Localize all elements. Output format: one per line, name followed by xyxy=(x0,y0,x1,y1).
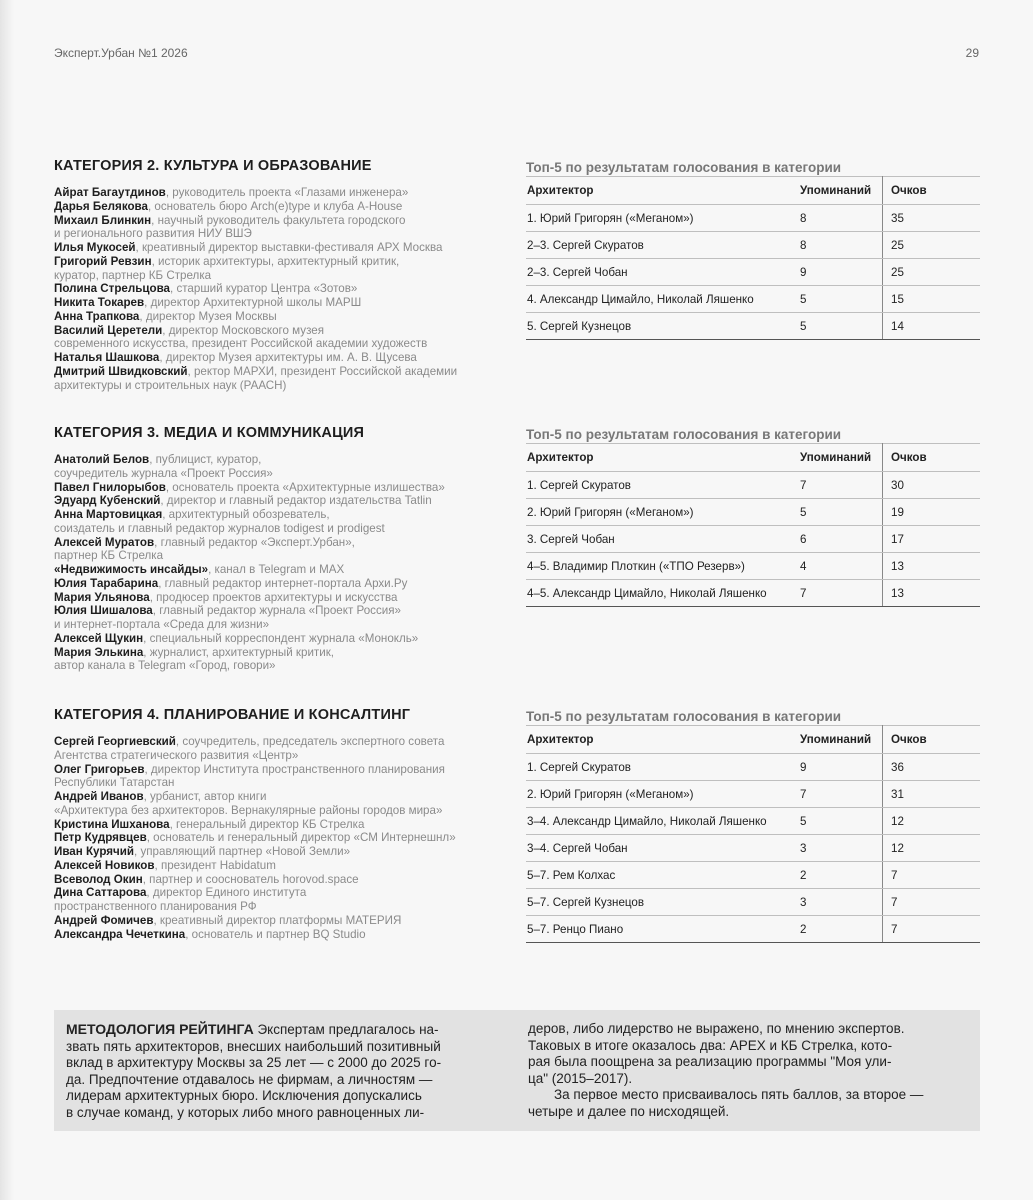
mentions-cell: 4 xyxy=(799,553,883,580)
expert-name: Илья Мукосей xyxy=(54,241,136,254)
mentions-cell: 5 xyxy=(799,313,883,340)
column-header: Архитектор xyxy=(526,444,799,472)
expert-item xyxy=(54,310,509,324)
table-row xyxy=(526,526,980,553)
architect-cell: 2–3. Сергей Скуратов xyxy=(526,232,799,259)
table-row xyxy=(526,232,980,259)
expert-name: Павел Гнилорыбов xyxy=(54,480,166,494)
expert-role: , партнер и сооснователь horovod.space xyxy=(142,872,359,886)
architect-cell: 3. Сергей Чобан xyxy=(526,526,799,553)
table-row xyxy=(526,205,980,232)
table-row xyxy=(526,916,980,943)
expert-role: , канал в Telegram и MAX xyxy=(208,563,345,576)
expert-name: Андрей Фомичев xyxy=(54,913,154,927)
column-header: Архитектор xyxy=(526,177,799,205)
expert-name: Айрат Багаутдинов xyxy=(54,186,166,199)
issue-label: Эксперт.Урбан №1 2026 xyxy=(54,46,188,60)
points-cell: 36 xyxy=(883,754,981,781)
methodology-right-column xyxy=(528,1021,970,1120)
ranking-column xyxy=(526,425,980,607)
column-header: Упоминаний xyxy=(799,177,883,205)
expert-name: «Недвижимость инсайды» xyxy=(54,563,209,576)
expert-item xyxy=(54,914,509,928)
points-cell: 12 xyxy=(883,835,981,862)
expert-role: , директор Музея архитектуры им. А. В. Щусева xyxy=(159,351,417,364)
expert-role: , руководитель проекта «Глазами инженера» xyxy=(165,186,409,199)
expert-item xyxy=(54,200,509,214)
expert-name: Всеволод Окин xyxy=(54,872,143,886)
column-header: Архитектор xyxy=(526,726,799,754)
table-row xyxy=(526,754,980,781)
methodology-right-text-2: За первое место присваивалось пять баллов, за второе — четыре и далее по нисходящей. xyxy=(528,1087,924,1119)
expert-name: Василий Церетели xyxy=(54,323,163,337)
expert-name: Юлия Тарабарина xyxy=(54,576,159,590)
architect-cell: 1. Сергей Скуратов xyxy=(526,754,799,781)
expert-item xyxy=(54,577,509,591)
expert-role: , креативный директор платформы МАТЕРИЯ xyxy=(153,913,402,927)
expert-name: Алексей Новиков xyxy=(54,858,155,872)
expert-name: Анна Трапкова xyxy=(54,309,140,323)
experts-column xyxy=(54,158,509,392)
expert-name: Мария Ульянова xyxy=(54,590,150,604)
expert-role: , основатель и партнер BQ Studio xyxy=(185,927,366,941)
mentions-cell: 3 xyxy=(799,835,883,862)
mentions-cell: 5 xyxy=(799,286,883,313)
methodology-left-column xyxy=(66,1021,508,1121)
mentions-cell: 5 xyxy=(799,808,883,835)
page-number: 29 xyxy=(965,46,979,60)
expert-name: Анна Мартовицкая xyxy=(54,508,163,521)
expert-role: , журналист, архитектурный критик, автор канала в Telegram «Город, говори» xyxy=(54,645,335,673)
expert-name: Алексей Муратов xyxy=(54,535,155,549)
methodology-left-text: Экспертам предлагалось на- звать пять архитекторов, внесших наибольший позитивный вклад в архитектуру Москвы за 25 лет — с 2000 до 2025 го- да. Предпочтение отдавалось не фирмам, а личностям — лидерам архитектурных бюро. Исключения допускались в случае команд, у которых либо много равноценных ли- xyxy=(66,1022,442,1120)
points-cell: 25 xyxy=(883,232,981,259)
mentions-cell: 6 xyxy=(799,526,883,553)
expert-item xyxy=(54,536,509,564)
expert-item xyxy=(54,818,509,832)
points-cell: 17 xyxy=(883,526,981,553)
points-cell: 19 xyxy=(883,499,981,526)
column-header: Упоминаний xyxy=(799,726,883,754)
column-header: Упоминаний xyxy=(799,444,883,472)
ranking-table xyxy=(526,176,980,340)
expert-item xyxy=(54,604,509,632)
table-row xyxy=(526,580,980,607)
architect-cell: 5–7. Сергей Кузнецов xyxy=(526,889,799,916)
table-row xyxy=(526,259,980,286)
expert-role: , генеральный директор КБ Стрелка xyxy=(169,817,365,831)
expert-role: , директор Института пространственного планирования Республики Татарстан xyxy=(54,762,445,790)
expert-name: Григорий Ревзин xyxy=(54,254,152,268)
points-cell: 30 xyxy=(883,472,981,499)
expert-list xyxy=(54,735,509,941)
category-title: КАТЕГОРИЯ 3. МЕДИА И КОММУНИКАЦИЯ xyxy=(54,425,365,441)
ranking-table xyxy=(526,443,980,607)
architect-cell: 5. Сергей Кузнецов xyxy=(526,313,799,340)
expert-role: , директор Музея Москвы xyxy=(139,309,277,323)
points-cell: 7 xyxy=(883,862,981,889)
mentions-cell: 2 xyxy=(799,862,883,889)
expert-role: , историк архитектуры, архитектурный критик, куратор, партнер КБ Стрелка xyxy=(54,254,400,282)
ranking-column xyxy=(526,707,980,943)
expert-item xyxy=(54,351,509,365)
expert-role: , ректор МАРХИ, президент Российской академии архитектуры и строительных наук (РААСН) xyxy=(54,364,458,392)
expert-item xyxy=(54,186,509,200)
running-head xyxy=(54,46,979,60)
expert-item xyxy=(54,324,509,352)
expert-item xyxy=(54,282,509,296)
table-row xyxy=(526,781,980,808)
expert-name: Юлия Шишалова xyxy=(54,604,153,618)
mentions-cell: 5 xyxy=(799,499,883,526)
expert-name: Анатолий Белов xyxy=(54,453,150,466)
points-cell: 13 xyxy=(883,580,981,607)
table-row xyxy=(526,553,980,580)
expert-item xyxy=(54,735,509,763)
points-cell: 15 xyxy=(883,286,981,313)
expert-name: Дмитрий Швидковский xyxy=(54,364,188,378)
expert-role: , главный редактор интернет-портала Архи.Ру xyxy=(158,576,408,590)
mentions-cell: 7 xyxy=(799,580,883,607)
methodology-box xyxy=(54,1010,980,1131)
points-cell: 14 xyxy=(883,313,981,340)
expert-role: , старший куратор Центра «Зотов» xyxy=(170,282,358,296)
table-row xyxy=(526,835,980,862)
expert-name: Михаил Блинкин xyxy=(54,213,152,227)
expert-role: , главный редактор журнала «Проект Россия» и интернет-портала «Среда для жизни» xyxy=(54,604,401,631)
mentions-cell: 3 xyxy=(799,889,883,916)
expert-name: Наталья Шашкова xyxy=(54,351,160,364)
expert-role: , президент Habidatum xyxy=(154,858,276,872)
expert-item xyxy=(54,831,509,845)
table-row xyxy=(526,472,980,499)
category-title: КАТЕГОРИЯ 2. КУЛЬТУРА И ОБРАЗОВАНИЕ xyxy=(54,158,372,174)
expert-name: Петр Кудрявцев xyxy=(54,831,147,845)
architect-cell: 5–7. Рем Колхас xyxy=(526,862,799,889)
expert-role: , управляющий партнер «Новой Земли» xyxy=(134,845,351,858)
expert-name: Мария Элькина xyxy=(54,645,144,659)
architect-cell: 4. Александр Цимайло, Николай Ляшенко xyxy=(526,286,799,313)
table-header-row xyxy=(526,444,980,472)
expert-role: , соучредитель, председатель экспертного совета Агентства стратегического развития «Центр» xyxy=(54,735,445,762)
expert-role: , креативный директор выставки-фестиваля АРХ Москва xyxy=(135,241,443,254)
expert-item xyxy=(54,494,509,508)
expert-name: Иван Курячий xyxy=(54,845,135,858)
table-header-row xyxy=(526,177,980,205)
column-header: Очков xyxy=(883,726,981,754)
expert-item xyxy=(54,873,509,887)
points-cell: 13 xyxy=(883,553,981,580)
expert-item xyxy=(54,255,509,283)
architect-cell: 2–3. Сергей Чобан xyxy=(526,259,799,286)
expert-item xyxy=(54,646,509,674)
expert-item xyxy=(54,241,509,255)
mentions-cell: 7 xyxy=(799,472,883,499)
expert-list xyxy=(54,186,509,392)
expert-role: , продюсер проектов архитектуры и искусства xyxy=(149,590,398,604)
table-row xyxy=(526,286,980,313)
expert-role: , главный редактор «Эксперт.Урбан», партнер КБ Стрелка xyxy=(54,535,355,563)
category-title: КАТЕГОРИЯ 4. ПЛАНИРОВАНИЕ И КОНСАЛТИНГ xyxy=(54,707,411,723)
expert-item xyxy=(54,859,509,873)
mentions-cell: 8 xyxy=(799,232,883,259)
points-cell: 7 xyxy=(883,916,981,943)
points-cell: 31 xyxy=(883,781,981,808)
architect-cell: 4–5. Владимир Плоткин («ТПО Резерв») xyxy=(526,553,799,580)
expert-name: Дарья Белякова xyxy=(54,199,148,213)
architect-cell: 1. Юрий Григорян («Меганом») xyxy=(526,205,799,232)
architect-cell: 2. Юрий Григорян («Меганом») xyxy=(526,781,799,808)
expert-role: , директор Архитектурной школы МАРШ xyxy=(144,296,362,309)
column-header: Очков xyxy=(883,177,981,205)
expert-item xyxy=(54,632,509,646)
mentions-cell: 9 xyxy=(799,259,883,286)
table-row xyxy=(526,808,980,835)
mentions-cell: 7 xyxy=(799,781,883,808)
table-row xyxy=(526,499,980,526)
ranking-caption: Топ-5 по результатам голосования в категории xyxy=(526,709,842,724)
points-cell: 7 xyxy=(883,889,981,916)
expert-role: , научный руководитель факультета городского и регионального развития НИУ ВШЭ xyxy=(54,213,406,241)
architect-cell: 2. Юрий Григорян («Меганом») xyxy=(526,499,799,526)
points-cell: 25 xyxy=(883,259,981,286)
points-cell: 35 xyxy=(883,205,981,232)
points-cell: 12 xyxy=(883,808,981,835)
expert-name: Никита Токарев xyxy=(54,296,145,309)
mentions-cell: 2 xyxy=(799,916,883,943)
expert-item xyxy=(54,845,509,859)
architect-cell: 1. Сергей Скуратов xyxy=(526,472,799,499)
expert-item xyxy=(54,296,509,310)
mentions-cell: 8 xyxy=(799,205,883,232)
expert-item xyxy=(54,928,509,942)
expert-role: , основатель и генеральный директор «СМ Интернешнл» xyxy=(146,831,456,845)
ranking-column xyxy=(526,158,980,340)
expert-role: , архитектурный обозреватель, соиздатель и главный редактор журналов todigest и prodigest xyxy=(54,508,385,535)
table-header-row xyxy=(526,726,980,754)
expert-list xyxy=(54,453,509,673)
expert-role: , директор Московского музея современного искусства, президент Российской академии художеств xyxy=(54,323,428,351)
expert-item xyxy=(54,508,509,536)
architect-cell: 5–7. Ренцо Пиано xyxy=(526,916,799,943)
expert-role: , основатель проекта «Архитектурные излишества» xyxy=(165,480,445,494)
expert-role: , директор Единого института пространственного планирования РФ xyxy=(54,886,307,913)
experts-column xyxy=(54,707,509,941)
expert-name: Кристина Ишханова xyxy=(54,817,170,831)
table-row xyxy=(526,889,980,916)
architect-cell: 3–4. Александр Цимайло, Николай Ляшенко xyxy=(526,808,799,835)
ranking-caption: Топ-5 по результатам голосования в категории xyxy=(526,427,842,442)
expert-name: Сергей Георгиевский xyxy=(54,735,176,748)
ranking-caption: Топ-5 по результатам голосования в категории xyxy=(526,160,842,175)
architect-cell: 3–4. Сергей Чобан xyxy=(526,835,799,862)
expert-item xyxy=(54,790,509,818)
expert-role: , урбанист, автор книги «Архитектура без архитекторов. Вернакулярные районы городов мира» xyxy=(54,790,443,817)
expert-item xyxy=(54,214,509,242)
expert-item xyxy=(54,563,509,577)
expert-item xyxy=(54,365,509,393)
column-header: Очков xyxy=(883,444,981,472)
table-row xyxy=(526,313,980,340)
expert-name: Полина Стрельцова xyxy=(54,282,170,296)
methodology-title: МЕТОДОЛОГИЯ РЕЙТИНГА xyxy=(66,1021,254,1037)
expert-name: Дина Саттарова xyxy=(54,886,147,900)
mentions-cell: 9 xyxy=(799,754,883,781)
expert-name: Олег Григорьев xyxy=(54,762,145,776)
expert-name: Алексей Щукин xyxy=(54,631,144,645)
expert-item xyxy=(54,763,509,791)
expert-item xyxy=(54,481,509,495)
expert-item xyxy=(54,886,509,914)
expert-role: , публицист, куратор, соучредитель журнала «Проект Россия» xyxy=(54,453,273,480)
table-row xyxy=(526,862,980,889)
page-shadow xyxy=(0,0,14,1200)
experts-column xyxy=(54,425,509,673)
expert-item xyxy=(54,453,509,481)
expert-name: Эдуард Кубенский xyxy=(54,494,161,508)
methodology-right-text: деров, либо лидерство не выражено, по мнению экспертов. Таковых в итоге оказалось два: АРЕХ и КБ Стрелка, кото- рая была поощрена за реализацию программы "Моя ули- ца" (2015–2017). xyxy=(528,1021,905,1086)
expert-role: , директор и главный редактор издательства Tatlin xyxy=(160,494,432,508)
expert-role: , специальный корреспондент журнала «Монокль» xyxy=(143,631,419,645)
expert-role: , основатель бюро Arch(e)type и клуба A-House xyxy=(147,199,403,213)
expert-item xyxy=(54,591,509,605)
expert-name: Андрей Иванов xyxy=(54,790,144,803)
ranking-table xyxy=(526,725,980,943)
architect-cell: 4–5. Александр Цимайло, Николай Ляшенко xyxy=(526,580,799,607)
expert-name: Александра Чечеткина xyxy=(54,927,186,941)
